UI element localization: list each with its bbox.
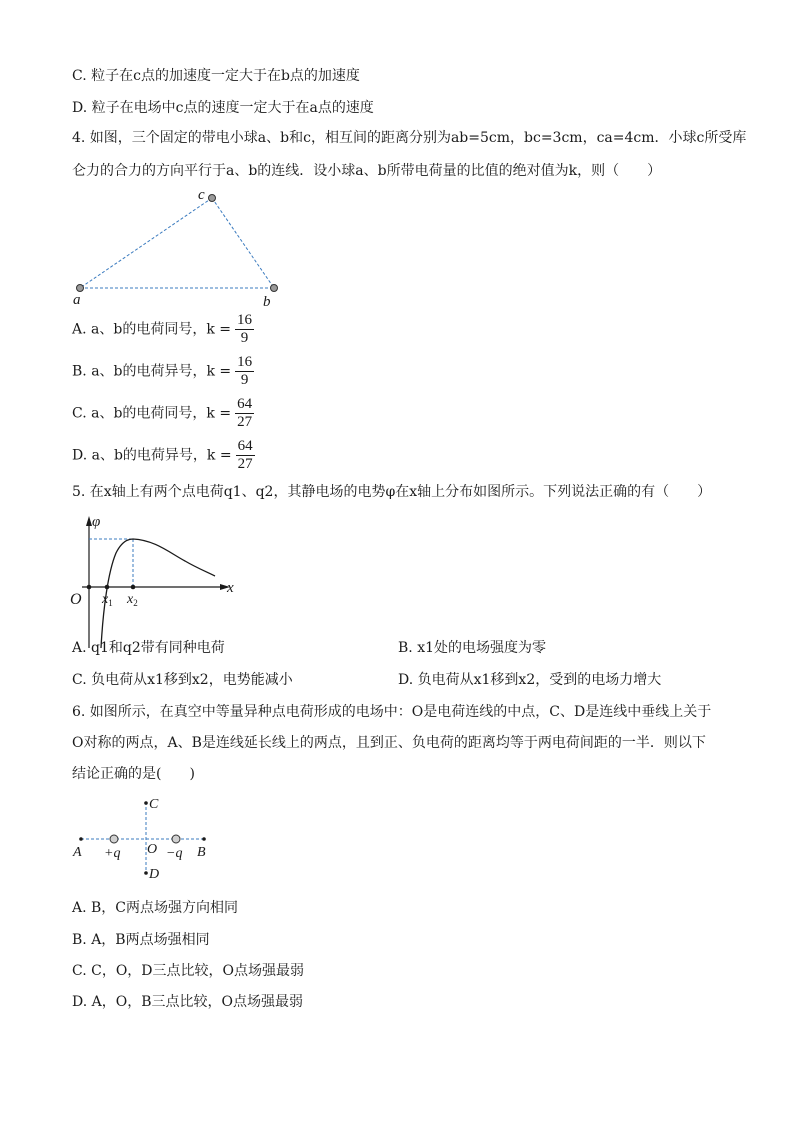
q3-option-c: C. 粒子在c点的加速度一定大于在b点的加速度 — [72, 68, 360, 84]
x-axis-label: x — [227, 580, 234, 596]
q6-stem-line2: O对称的两点，A、B是连线延长线上的两点，且到正、负电荷的距离均等于两电荷间距的一半．则以下 — [72, 735, 706, 751]
origin-label: O — [70, 591, 82, 608]
point-a — [79, 837, 83, 841]
label-c: c — [198, 187, 205, 203]
q4-stem-line2: 仑力的合力的方向平行于a、b的连线．设小球a、b所带电荷量的比值的绝对值为k，则（ ） — [72, 163, 662, 179]
label-A: A — [73, 845, 82, 860]
q5-option-b: B. x1处的电场强度为零 — [398, 640, 546, 656]
point-d — [144, 871, 148, 875]
q5-option-d: D. 负电荷从x1移到x2，受到的电场力增大 — [398, 672, 662, 688]
label-b: b — [263, 294, 271, 310]
q3-option-d: D. 粒子在电场中c点的速度一定大于在a点的速度 — [72, 100, 374, 116]
label-D: D — [149, 867, 160, 882]
label-minus-q: −q — [166, 846, 183, 861]
q4-option-b: B. a、b的电荷异号，k = $\frac{16}{9}$ — [72, 354, 253, 388]
q6-option-c: C. C，O，D三点比较，O点场强最弱 — [72, 963, 305, 979]
negative-charge — [172, 835, 180, 843]
q4-option-c: C. a、b的电荷同号，k = $\frac{64}{27}$ — [72, 396, 253, 430]
q6-option-b: B. A，B两点场强相同 — [72, 932, 210, 948]
q5-option-c: C. 负电荷从x1移到x2，电势能减小 — [72, 672, 293, 688]
label-O: O — [147, 842, 158, 857]
q4-option-d: D. a、b的电荷异号，k = $\frac{64}{27}$ — [72, 438, 253, 472]
q6-option-d: D. A，O，B三点比较，O点场强最弱 — [72, 994, 303, 1010]
q4-option-a: A. a、b的电荷同号，k = $\frac{16}{9}$ — [72, 312, 252, 346]
q6-option-a: A. B，C两点场强方向相同 — [72, 900, 239, 916]
phi-label: φ — [92, 514, 101, 530]
q4-stem-line1: 4. 如图，三个固定的带电小球a、b和c，相互间的距离分别为ab=5cm，bc=3cm，ca=4cm．小球c所受库 — [72, 130, 747, 146]
q6-stem-line1: 6. 如图所示，在真空中等量异种点电荷形成的电场中：O是电荷连线的中点，C、D是连线中垂线上关于 — [72, 704, 712, 720]
positive-charge — [110, 835, 118, 843]
x1-label: $x_1$ — [102, 592, 113, 608]
point-c — [144, 801, 148, 805]
q5-stem: 5. 在x轴上有两个点电荷q1、q2，其静电场的电势φ在x轴上分布如图所示。下列说法正确的有（ ） — [72, 484, 712, 500]
x2-label: $x_2$ — [127, 592, 138, 608]
label-plus-q: +q — [104, 846, 121, 861]
label-B: B — [197, 845, 206, 860]
q6-stem-line3: 结论正确的是( ) — [72, 766, 195, 782]
label-C: C — [149, 797, 159, 812]
q5-option-a: A. q1和q2带有同种电荷 — [72, 640, 225, 656]
label-a: a — [73, 292, 81, 308]
point-b — [202, 837, 206, 841]
